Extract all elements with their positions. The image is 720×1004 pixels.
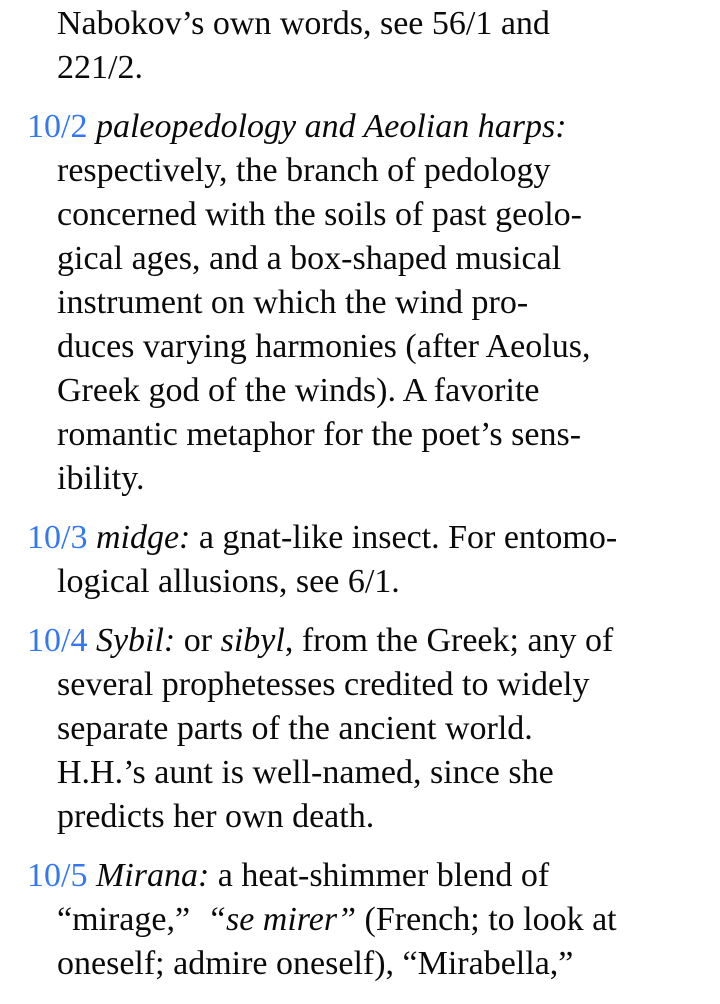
text-line xyxy=(57,149,702,193)
body-text: H.H.’s aunt is well-named, since she xyxy=(57,754,554,791)
body-text xyxy=(87,108,96,145)
body-text xyxy=(87,519,96,556)
body-text: 221/2. xyxy=(57,49,143,86)
body-text: Nabokov’s own words, see 56/1 and xyxy=(57,5,550,42)
body-text: separate parts of the ancient world. xyxy=(57,710,533,747)
body-text: duces varying harmonies (after Aeolus, xyxy=(57,328,591,365)
text-line xyxy=(57,281,702,325)
text-line xyxy=(57,369,702,413)
text-line xyxy=(57,2,702,46)
body-text: a gnat-like insect. For entomo- xyxy=(190,519,618,556)
body-text: “mirage,” xyxy=(57,901,208,938)
text-line xyxy=(27,516,702,560)
emphasized-term: midge: xyxy=(95,519,191,556)
text-line xyxy=(57,707,702,751)
body-text: , from the Greek; any of xyxy=(284,622,614,659)
body-text: concerned with the soils of past geolo- xyxy=(57,196,582,233)
body-text: a heat-shimmer blend of xyxy=(209,857,550,894)
continuation-paragraph xyxy=(57,2,702,90)
body-text: romantic metaphor for the poet’s sens- xyxy=(57,416,582,453)
body-text: or xyxy=(175,622,221,659)
text-line xyxy=(57,46,702,90)
text-line xyxy=(57,560,702,604)
text-line xyxy=(57,942,702,986)
text-line xyxy=(57,413,702,457)
body-text: respectively, the branch of pedology xyxy=(57,152,551,189)
text-line xyxy=(57,751,702,795)
annotation-entry-10/3 xyxy=(27,516,702,604)
body-text: Greek god of the winds). A favorite xyxy=(57,372,540,409)
entry-number-link[interactable]: 10/5 xyxy=(27,857,88,894)
text-line xyxy=(57,898,702,942)
emphasized-term: sibyl xyxy=(220,622,285,659)
emphasized-term: Mirana: xyxy=(95,857,210,894)
text-line xyxy=(27,105,702,149)
emphasized-term: paleopedology and Aeolian harps: xyxy=(95,108,567,145)
body-text xyxy=(87,857,96,894)
body-text: logical allusions, see 6/1. xyxy=(57,563,400,600)
annotation-entry-10/2 xyxy=(27,105,702,501)
body-text: (French; to look at xyxy=(356,901,617,938)
body-text: predicts her own death. xyxy=(57,798,375,835)
text-line xyxy=(57,663,702,707)
body-text: instrument on which the wind pro- xyxy=(57,284,529,321)
text-line xyxy=(27,854,702,898)
text-line xyxy=(27,619,702,663)
emphasized-term: Sybil: xyxy=(95,622,176,659)
text-line xyxy=(57,193,702,237)
entry-number-link[interactable]: 10/3 xyxy=(27,519,88,556)
body-text xyxy=(87,622,96,659)
emphasized-term: “se mirer” xyxy=(207,901,357,938)
entry-number-link[interactable]: 10/4 xyxy=(27,622,88,659)
entry-number-link[interactable]: 10/2 xyxy=(27,108,88,145)
body-text: ibility. xyxy=(57,460,145,497)
text-line xyxy=(57,325,702,369)
body-text: several prophetesses credited to widely xyxy=(57,666,590,703)
body-text: gical ages, and a box-shaped musical xyxy=(57,240,562,277)
text-line xyxy=(57,795,702,839)
annotation-entry-10/5 xyxy=(27,854,702,986)
text-line xyxy=(57,237,702,281)
text-line xyxy=(57,457,702,501)
body-text: oneself; admire oneself), “Mirabella,” xyxy=(57,945,574,982)
annotation-entry-10/4 xyxy=(27,619,702,839)
